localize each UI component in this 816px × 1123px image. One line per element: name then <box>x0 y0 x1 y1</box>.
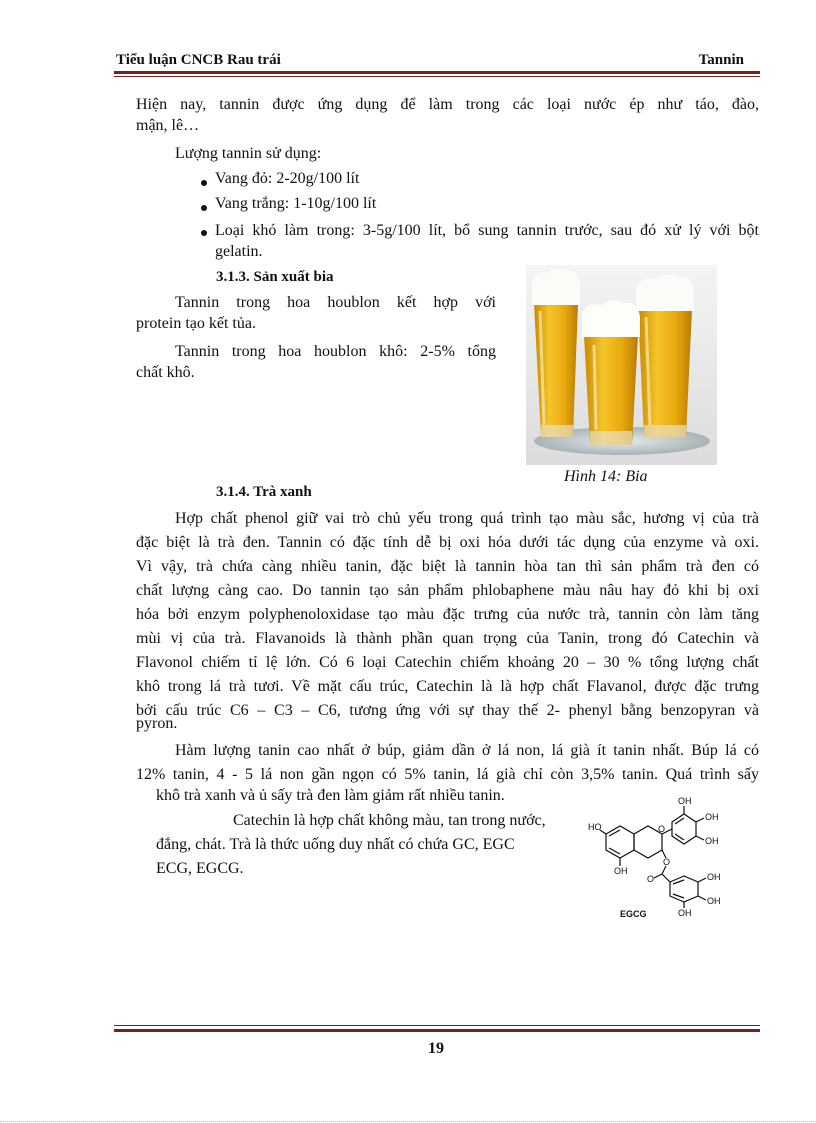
tea-paragraph-line: bởi cấu trúc C6 – C3 – C6, tương ứng với sự thay thế 2- phenyl bằng benzopyran và <box>136 702 759 719</box>
footer-rule-thin <box>114 1025 760 1026</box>
bullet-item: Vang đỏ: 2-20g/100 lít <box>215 170 360 187</box>
tea-paragraph-line: Vì vậy, trà chứa càng nhiều tanin, đặc biệt là tannin hòa tan thì sản phẩm trà đen có <box>136 558 759 575</box>
hydroxyl-label: OH <box>614 866 628 876</box>
catechin-line: Catechin là hợp chất không màu, tan trong nước, <box>233 812 546 829</box>
molecule-label: EGCG <box>620 909 647 919</box>
hydroxyl-label: OH <box>678 796 692 806</box>
catechin-line: ECG, EGCG. <box>156 860 244 877</box>
beer-paragraph-1-cont: protein tạo kết tủa. <box>136 315 256 332</box>
beer-paragraph-2: Tannin trong hoa houblon khô: 2-5% tổng <box>175 343 496 360</box>
tea-paragraph-line: Hợp chất phenol giữ vai trò chủ yếu trong quá trình tạo màu sắc, hương vị của trà <box>175 510 759 527</box>
beer-paragraph-1: Tannin trong hoa houblon kết hợp với <box>175 294 496 311</box>
tea-paragraph2-line: 12% tanin, 4 - 5 lá non gần ngọn có 5% tanin, lá già chỉ còn 3,5% tanin. Quá trình sấy <box>136 766 759 783</box>
hydroxyl-label: OH <box>707 896 721 906</box>
section-heading-313: 3.1.3. Sản xuất bia <box>216 269 334 285</box>
bullet-item-continued: gelatin. <box>215 243 263 260</box>
bullet-icon <box>201 230 207 236</box>
ring-oxygen-label: O <box>658 824 666 834</box>
bullet-item: Vang trắng: 1-10g/100 lít <box>215 195 377 212</box>
tea-paragraph-line: pyron. <box>136 715 178 732</box>
intro-line-1: Hiện nay, tannin được ứng dụng để làm trong các loại nước ép như táo, đào, <box>136 96 759 113</box>
beer-paragraph-2-cont: chất khô. <box>136 364 195 381</box>
bullet-item: Loại khó làm trong: 3-5g/100 lít, bổ sung tannin trước, sau đó xử lý với bột <box>215 222 759 239</box>
tea-paragraph-line: chất lượng càng cao. Do tannin tạo sản phẩm phlobaphene màu nâu hay đỏ khi bị oxi <box>136 582 759 599</box>
amount-label: Lượng tannin sử dụng: <box>175 145 322 162</box>
page-number: 19 <box>428 1040 444 1057</box>
catechin-line: đắng, chát. Trà là thức uống duy nhất có chứa GC, EGC <box>156 836 515 853</box>
hydroxyl-label: OH <box>705 836 719 846</box>
hydroxyl-label: HO <box>588 822 602 832</box>
header-rule-thin <box>114 76 760 77</box>
tea-paragraph2-line: khô trà xanh và ủ sấy trà đen làm giảm rất nhiều tanin. <box>156 787 505 804</box>
tea-paragraph-line: mùi vị của trà. Flavanoids là thành phần quan trọng của Tanin, trong đó Catechin và <box>136 630 759 647</box>
footer-rule <box>114 1029 760 1032</box>
bullet-icon <box>201 205 207 211</box>
tea-paragraph-line: khô trong lá trà tươi. Về mặt cấu trúc, Catechin là là hợp chất Flavanol, được đặc trưng <box>136 678 759 695</box>
hydroxyl-label: OH <box>705 812 719 822</box>
tea-paragraph-line: đặc biệt là trà đen. Tannin có đặc tính dễ bị oxi hóa dưới tác dụng của enzyme và oxi. <box>136 534 759 551</box>
carbonyl-oxygen-label: O <box>647 874 655 884</box>
beer-image <box>526 265 717 465</box>
tea-paragraph-line: hóa bởi enzym polyphenoloxidase tạo màu đặc trưng của nước trà, tannin còn làm tăng <box>136 606 759 623</box>
page-edge-divider <box>0 1121 816 1122</box>
beer-figure-caption: Hình 14: Bia <box>564 468 648 485</box>
hydroxyl-label: OH <box>678 908 692 918</box>
header-section: Tannin <box>698 52 744 68</box>
header-rule <box>114 71 760 74</box>
bullet-icon <box>201 180 207 186</box>
egcg-structure-diagram <box>588 792 742 922</box>
ester-oxygen-label: O <box>663 857 671 867</box>
intro-line-2: mận, lê… <box>136 117 200 134</box>
section-heading-314: 3.1.4. Trà xanh <box>216 484 312 500</box>
hydroxyl-label: OH <box>707 872 721 882</box>
tea-paragraph-line: Flavonol chiếm tỉ lệ lớn. Có 6 loại Catechin chiếm khoảng 20 – 30 % tổng lượng chất <box>136 654 759 671</box>
header-title: Tiểu luận CNCB Rau trái <box>116 52 281 68</box>
tea-paragraph2-line: Hàm lượng tanin cao nhất ở búp, giảm dần ở lá non, lá già ít tanin nhất. Búp lá có <box>175 742 759 759</box>
